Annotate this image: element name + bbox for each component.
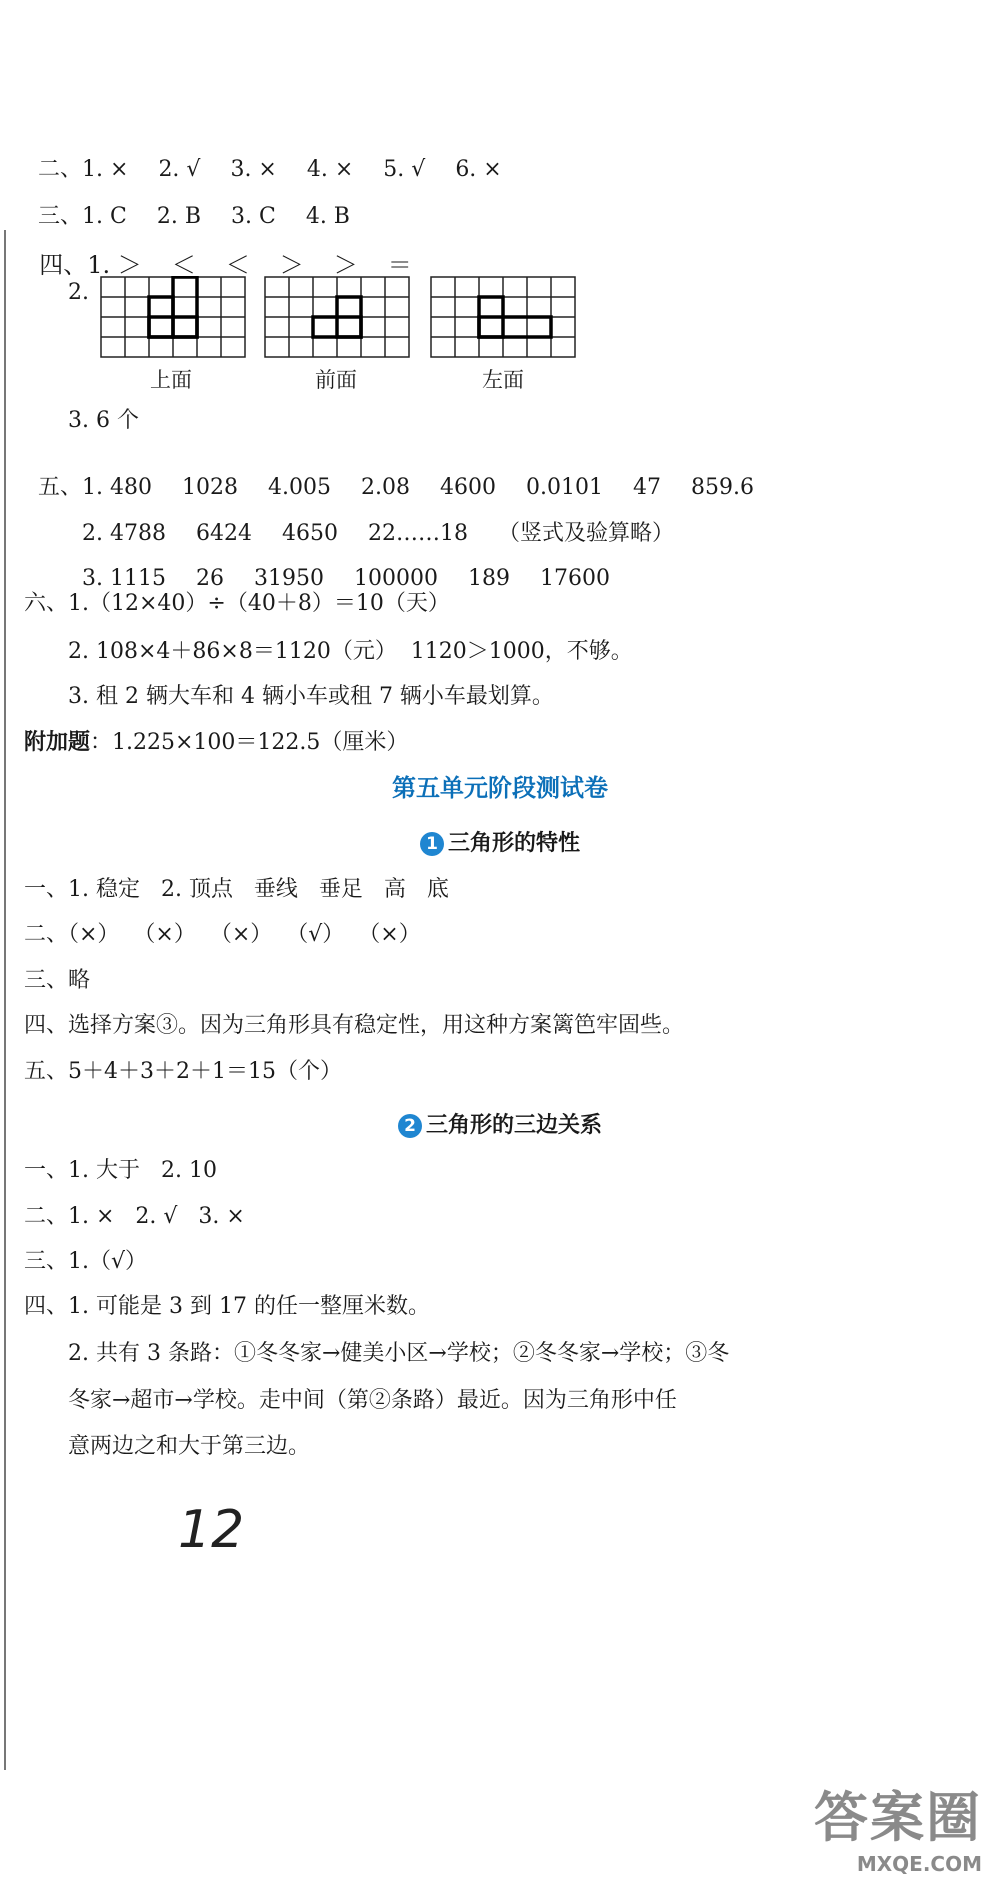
answer-item: 17600 [539, 566, 610, 591]
watermark [814, 1775, 982, 1876]
handwritten-page-number: 12 [178, 1500, 245, 1560]
bonus-answer: ：1.225×100＝122.5（厘米） [90, 730, 409, 755]
answer-item: 4. B [305, 204, 350, 229]
page-edge-line [4, 230, 6, 1770]
section-5-line-3 [68, 546, 640, 590]
answer-item: 1. 480 [82, 475, 152, 500]
section-5-label: 五、 [38, 475, 83, 500]
answer-item: 3. × [230, 157, 277, 182]
answer-item: 2. B [156, 204, 201, 229]
unit-title: 第五单元阶段测试卷 [392, 773, 608, 802]
answer-item: 4. × [306, 157, 354, 182]
part-title: 三角形的特性 [447, 830, 580, 856]
answer-item: 1. C [82, 204, 127, 229]
answer-item: 859.6 [690, 475, 754, 500]
section-6-line-2: 2. 108×4＋86×8＝1120（元） 1120＞1000，不够。 [68, 639, 633, 664]
part-2-heading [0, 1108, 1000, 1139]
answer-item: 6424 [195, 521, 252, 546]
watermark-logo: 答案圈 [814, 1786, 982, 1849]
answer-item: 47 [632, 475, 661, 500]
part-2-line-4: 四、1. 可能是 3 到 17 的任一整厘米数。 [24, 1294, 430, 1319]
part-number-badge: 2 [398, 1114, 422, 1138]
answer-item: 5. √ [383, 157, 426, 182]
answer-item: 0.0101 [525, 475, 603, 500]
answer-item: ＞ [279, 251, 304, 279]
section-4-line-1 [24, 229, 442, 277]
section-5-line-2 [68, 501, 704, 545]
answer-item: 22……18 [367, 521, 468, 546]
answer-item: 4.005 [268, 475, 331, 500]
part-2-line-1: 一、1. 大于 2. 10 [24, 1158, 217, 1183]
left-view-label: 左面 [482, 368, 524, 392]
section-4-label: 四、 [39, 251, 88, 279]
bonus-label: 附加题 [24, 729, 91, 755]
section-6-label: 六、 [24, 591, 69, 616]
answer-item: （竖式及验算略） [497, 521, 674, 546]
answer-item: 1028 [182, 475, 238, 500]
section-4-item-2-number: 2. [68, 280, 89, 305]
part-2-line-5: 2. 共有 3 条路：①冬冬家→健美小区→学校；②冬冬家→学校；③冬 [68, 1341, 730, 1366]
section-3-label: 三、 [38, 204, 83, 229]
part-2-line-3: 三、1.（√） [24, 1249, 148, 1274]
answer-item: ＝ [387, 251, 412, 279]
section-6-line-1 [24, 593, 450, 615]
part-title: 三角形的三边关系 [425, 1112, 602, 1138]
answer-item: ＜ [225, 251, 250, 279]
answer-item: 31950 [253, 566, 324, 591]
part-number-badge: 1 [420, 832, 444, 856]
part-2-line-6: 冬家→超市→学校。走中间（第②条路）最近。因为三角形中任 [68, 1388, 677, 1413]
section-3-line [24, 184, 380, 228]
section-4-line-3: 3. 6 个 [68, 408, 139, 433]
front-view-label: 前面 [315, 368, 357, 392]
part-1-line-5: 五、5＋4＋3＋2＋1＝15（个） [24, 1059, 342, 1084]
section-6-line-3: 3. 租 2 辆大车和 4 辆小车或租 7 辆小车最划算。 [68, 684, 554, 709]
section-2-label: 二、 [38, 157, 83, 182]
answer-item: 100000 [353, 566, 438, 591]
answer-item: 2.08 [360, 475, 410, 500]
part-1-line-1: 一、1. 稳定 2. 顶点 垂线 垂足 高 底 [24, 877, 449, 902]
answer-item: 4650 [281, 521, 338, 546]
bonus-line [24, 731, 408, 754]
answer-item: 26 [195, 566, 224, 591]
answer-item: 3. 1115 [82, 566, 166, 591]
top-view-grid [100, 276, 246, 358]
left-view-grid [430, 276, 576, 358]
section-2-line [24, 137, 532, 181]
answer-item: 2. √ [158, 157, 201, 182]
answer-item: 1. × [82, 157, 129, 182]
part-2-line-2: 二、1. × 2. √ 3. × [24, 1204, 245, 1229]
part-1-line-4: 四、选择方案③。因为三角形具有稳定性，用这种方案篱笆牢固些。 [24, 1013, 685, 1038]
part-2-line-7: 意两边之和大于第三边。 [68, 1434, 311, 1459]
answer-item: 4600 [439, 475, 496, 500]
front-view-grid [264, 276, 410, 358]
answer-text: 1.（12×40）÷（40＋8）＝10（天） [68, 591, 450, 616]
answer-item: 189 [467, 566, 510, 591]
answer-item: ＞ [333, 251, 358, 279]
answer-item: ＜ [171, 251, 196, 279]
answer-item: 1. ＞ [87, 251, 142, 279]
part-1-line-3: 三、略 [24, 968, 91, 993]
top-view-label: 上面 [150, 368, 192, 392]
part-1-line-2: 二、（×） （×） （×） （√） （×） [24, 922, 421, 947]
watermark-url: MXQE.COM [856, 1852, 982, 1876]
answer-item: 2. 4788 [82, 521, 166, 546]
part-1-heading [0, 826, 1000, 857]
section-5-line-1 [24, 455, 784, 499]
answer-item: 3. C [231, 204, 276, 229]
answer-item: 6. × [455, 157, 502, 182]
